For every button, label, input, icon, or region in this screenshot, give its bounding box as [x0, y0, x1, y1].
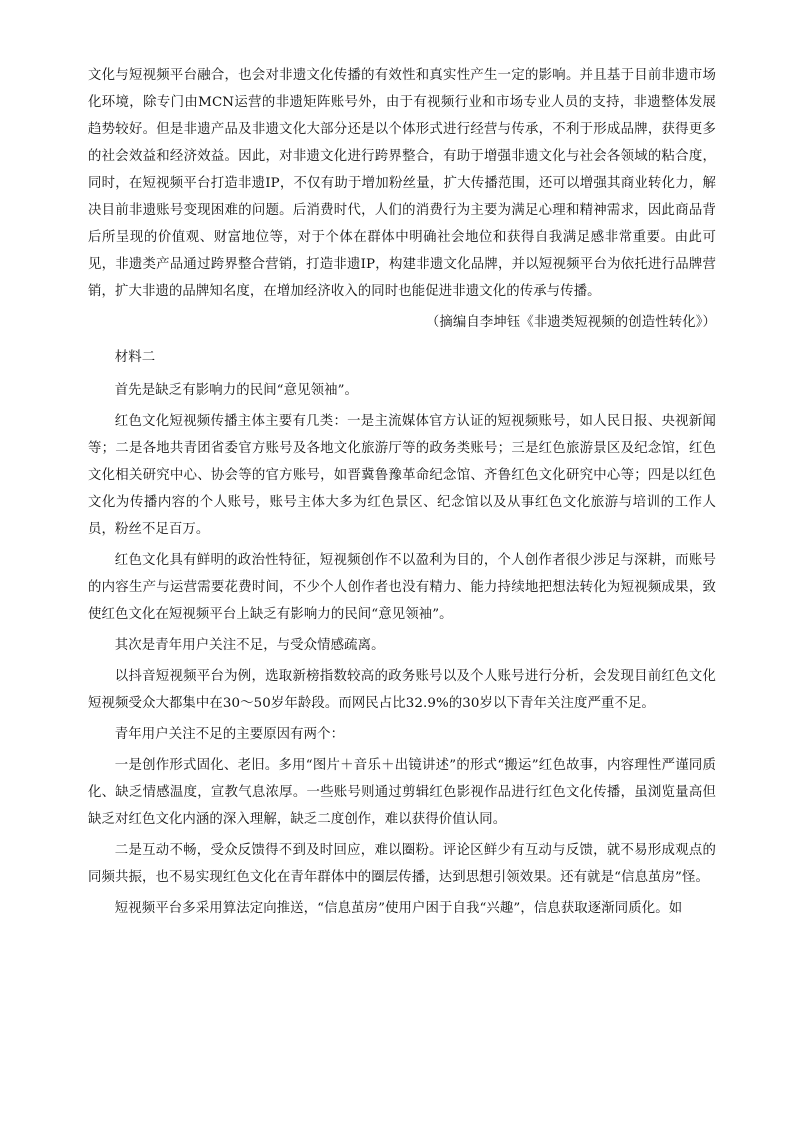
- body-paragraph-3: 红色文化具有鲜明的政治性特征，短视频创作不以盈利为目的，个人创作者很少涉足与深耕，而账号的内容生产与运营需要花费时间，不少个人创作者也没有精力、能力持续地把想法转化为短视频成果，致使红色文化在短视频平台上缺乏有影响力的民间“意见领袖”。: [88, 553, 716, 622]
- document-content: [88, 62, 716, 926]
- body-paragraph-6: 青年用户关注不足的主要原因有两个：: [114, 727, 345, 742]
- body-paragraph-2: 红色文化短视频传播主体主要有几类：一是主流媒体官方认证的短视频账号，如人民日报、央视新闻等；二是各地共青团省委官方账号及各地文化旅游厅等的政务类账号；三是红色旅游景区及纪念馆，红色文化相关研究中心、协会等的官方账号，如晋冀鲁豫革命纪念馆、齐鲁红色文化研究中心等；四是以红色文化为传播内容的个人账号，账号主体大多为红色景区、纪念馆以及从事红色文化旅游与培训的工作人员，粉丝不足百万。: [88, 414, 716, 537]
- paragraph-intro: 文化与短视频平台融合，也会对非遗文化传播的有效性和真实性产生一定的影响。并且基于目前非遗市场化环境，除专门由MCN运营的非遗矩阵账号外，由于有视频行业和市场专业人员的支持，非遗整体发展趋势较好。但是非遗产品及非遗文化大部分还是以个体形式进行经营与传承，不利于形成品牌，获得更多的社会效益和经济效益。因此，对非遗文化进行跨界整合，有助于增强非遗文化与社会各领域的粘合度，同时，在短视频平台打造非遗IP，不仅有助于增加粉丝量，扩大传播范围，还可以增强其商业转化力，解决目前非遗账号变现困难的问题。后消费时代，人们的消费行为主要为满足心理和精神需求，因此商品背后所呈现的价值观、财富地位等，对于个体在群体中明确社会地位和获得自我满足感非常重要。由此可见，非遗类产品通过跨界整合营销，打造非遗IP，构建非遗文化品牌，并以短视频平台为依托进行品牌营销，扩大非遗的品牌知名度，在增加经济收入的同时也能促进非遗文化的传承与传播。: [88, 68, 716, 299]
- body-paragraph-5: 以抖音短视频平台为例，选取新榜指数较高的政务账号以及个人账号进行分析，会发现目前红色文化短视频受众大都集中在30～50岁年龄段。而网民占比32.9%的30岁以下青年关注度严重不足。: [88, 669, 716, 711]
- material-title: 材料二: [114, 350, 156, 365]
- source-citation: （摘编自李坤钰《非遗类短视频的创造性转化》）: [425, 315, 716, 330]
- body-paragraph-9: 短视频平台多采用算法定向推送，“信息茧房”使用户困于自我“兴趣”，信息获取逐渐同质化。如: [114, 901, 683, 916]
- body-paragraph-1: 首先是缺乏有影响力的民间“意见领袖”。: [114, 383, 359, 398]
- body-paragraph-8: 二是互动不畅，受众反馈得不到及时回应，难以圈粉。评论区鲜少有互动与反馈，就不易形成观点的同频共振，也不易实现红色文化在青年群体中的圈层传播，达到思想引领效果。还有就是“信息茧房”怪。: [88, 843, 716, 885]
- body-paragraph-4: 其次是青年用户关注不足，与受众情感疏离。: [114, 638, 385, 653]
- body-paragraph-7: 一是创作形式固化、老旧。多用“图片＋音乐＋出镜讲述”的形式“搬运”红色故事，内容理性严谨同质化、缺乏情感温度，宣教气息浓厚。一些账号则通过剪辑红色影视作品进行红色文化传播，虽浏览量高但缺乏对红色文化内涵的深入理解，缺乏二度创作，难以获得价值认同。: [88, 758, 716, 827]
